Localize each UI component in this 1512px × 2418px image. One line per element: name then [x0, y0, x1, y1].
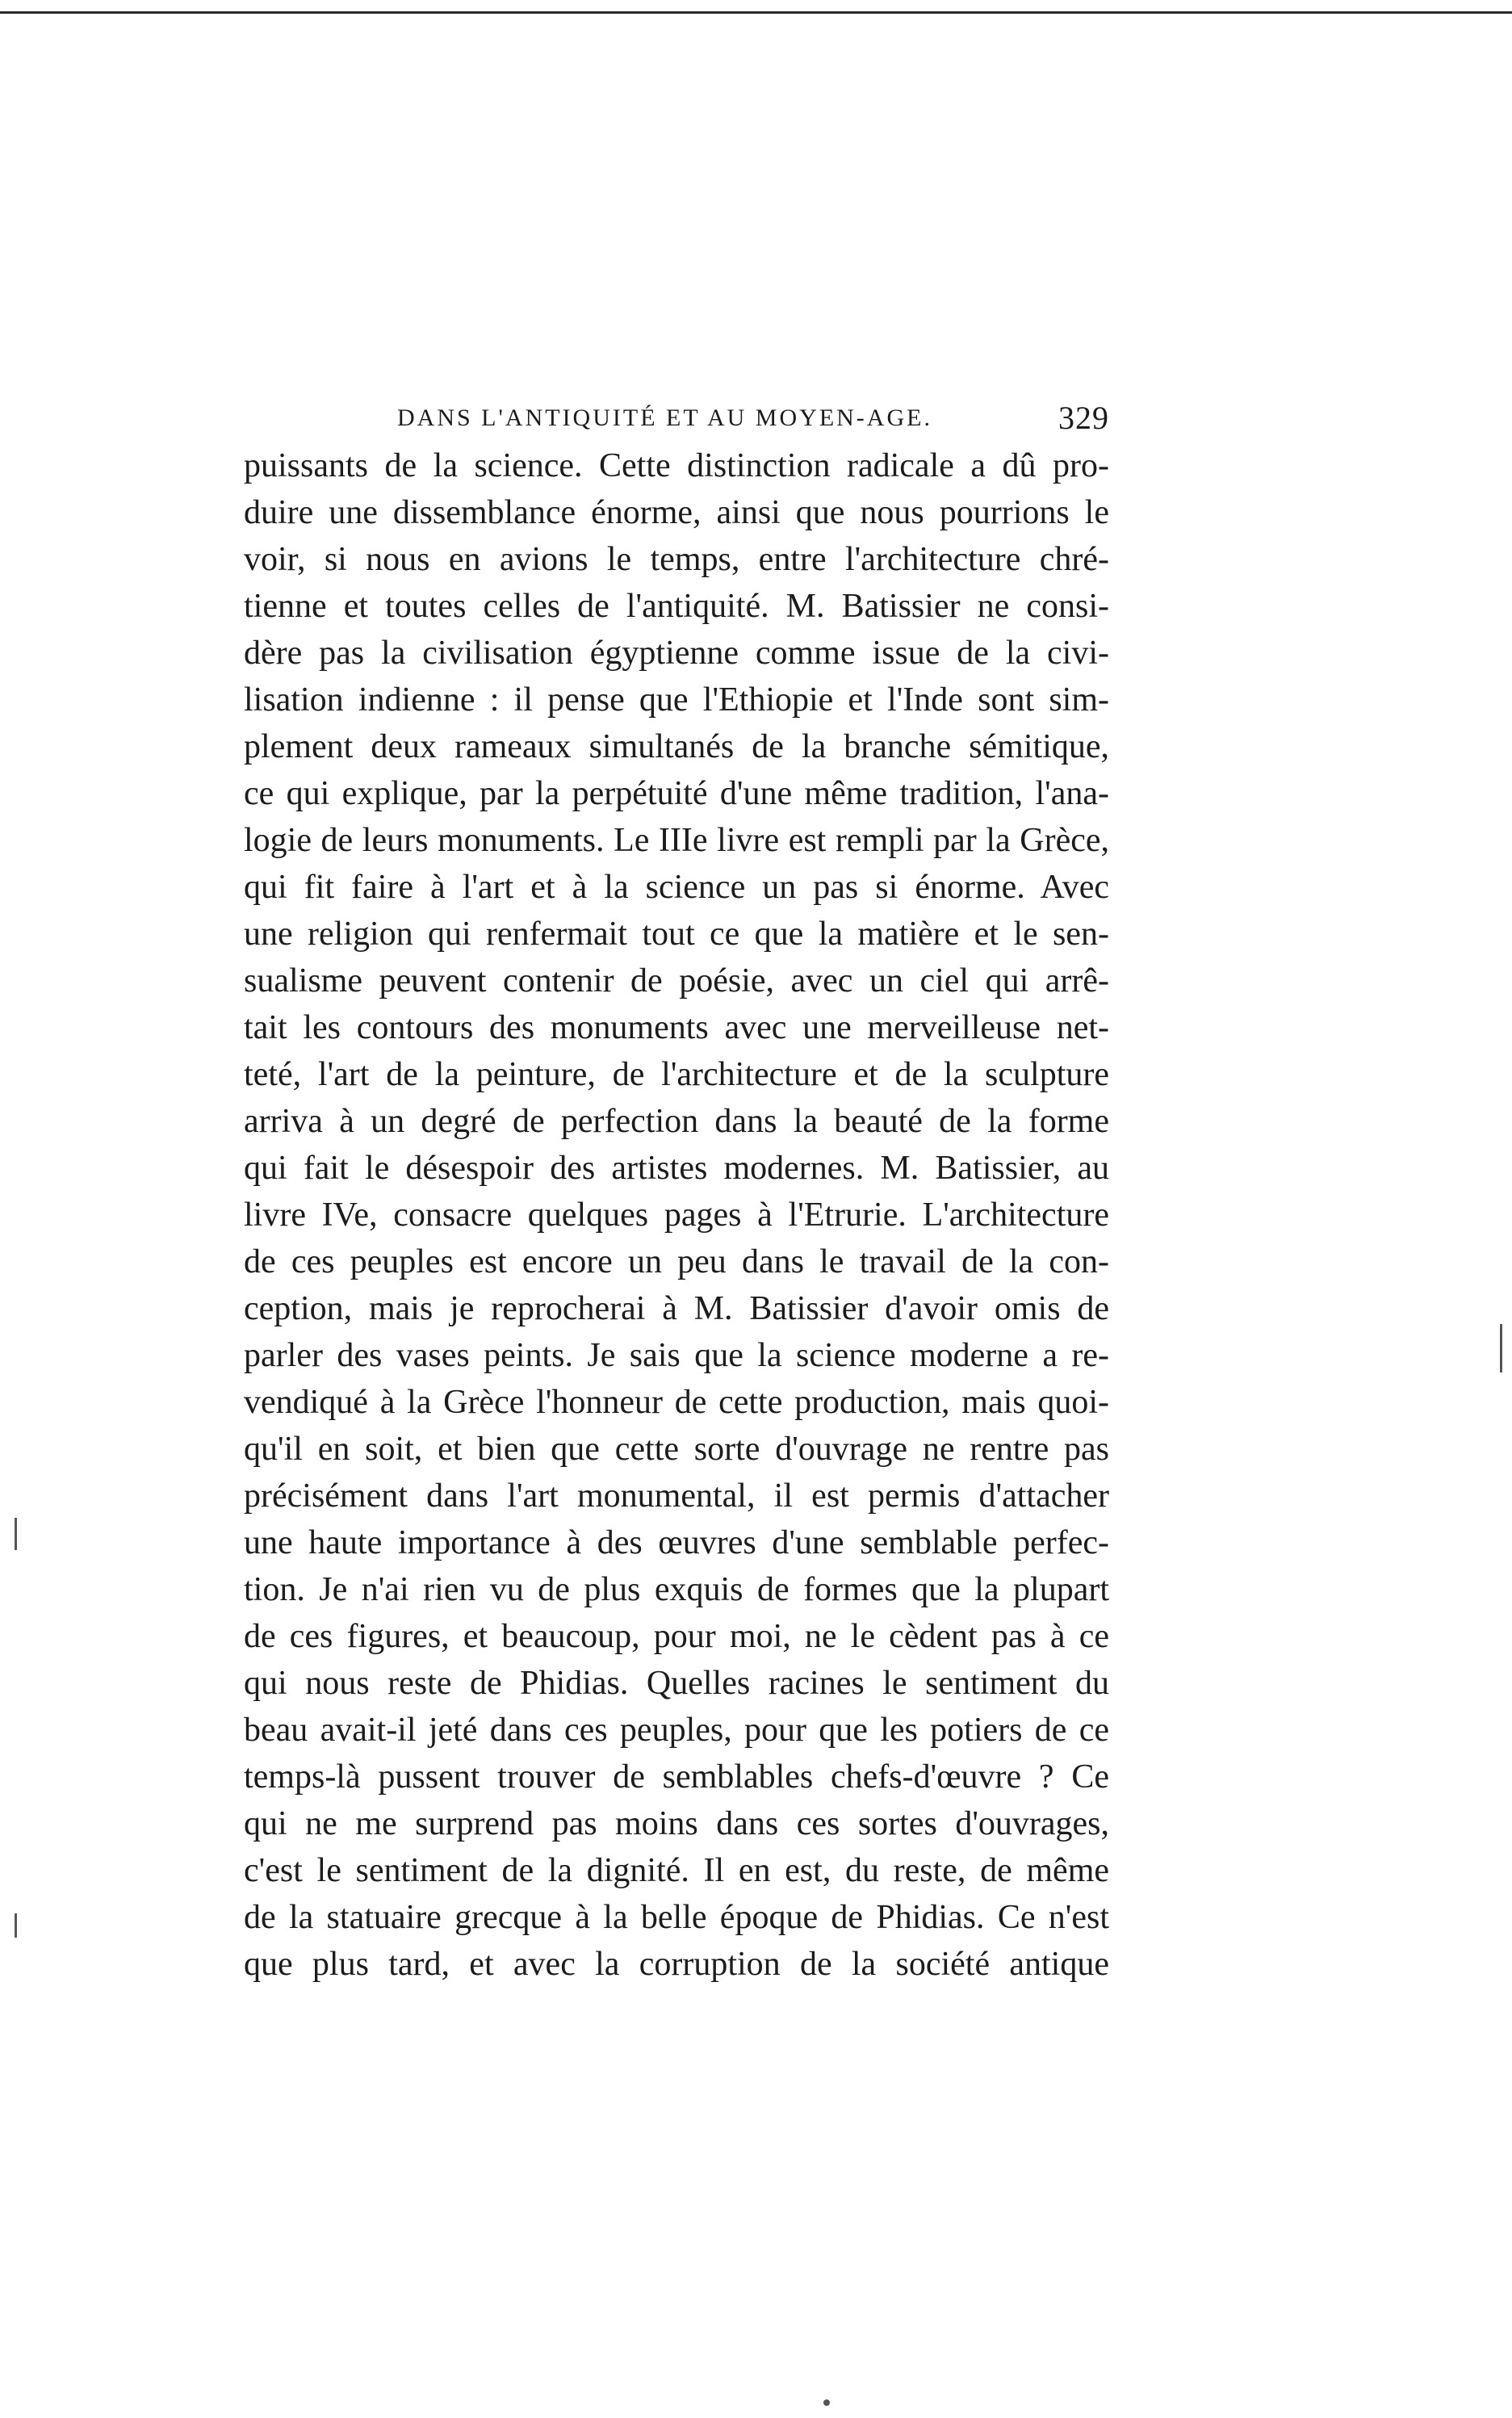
text-line: c'est le sentiment de la dignité. Il en est, du reste, de même [244, 1852, 1109, 1889]
text-line: sualisme peuvent contenir de poésie, avec un ciel qui arrê- [244, 962, 1109, 999]
text-line: teté, l'art de la peinture, de l'architecture et de la sculpture [244, 1056, 1109, 1093]
text-line: qui ne me surprend pas moins dans ces sortes d'ouvrages, [244, 1805, 1109, 1842]
text-line: ception, mais je reprocherai à M. Batissier d'avoir omis de [244, 1290, 1109, 1327]
text-line: de la statuaire grecque à la belle époque de Phidias. Ce n'est [244, 1899, 1109, 1936]
text-line: temps-là pussent trouver de semblables chefs-d'œuvre ? Ce [244, 1758, 1109, 1796]
text-line: arriva à un degré de perfection dans la beauté de la forme [244, 1103, 1109, 1140]
text-line: de ces peuples est encore un peu dans le travail de la con- [244, 1243, 1109, 1280]
text-line: duire une dissemblance énorme, ainsi que nous pourrions le [244, 494, 1109, 531]
text-line: qui nous reste de Phidias. Quelles racines le sentiment du [244, 1665, 1109, 1702]
text-line: de ces figures, et beaucoup, pour moi, ne le cèdent pas à ce [244, 1618, 1109, 1655]
text-line: qu'il en soit, et bien que cette sorte d'ouvrage ne rentre pas [244, 1431, 1109, 1468]
text-line: une haute importance à des œuvres d'une semblable perfec- [244, 1524, 1109, 1561]
margin-scan-mark [1500, 1324, 1502, 1372]
margin-scan-mark [823, 2399, 830, 2406]
text-line: une religion qui renfermait tout ce que la matière et le sen- [244, 916, 1109, 953]
text-line: dère pas la civilisation égyptienne comme issue de la civi- [244, 635, 1109, 672]
text-line: tion. Je n'ai rien vu de plus exquis de formes que la plupart [244, 1571, 1109, 1608]
text-line: tienne et toutes celles de l'antiquité. M. Batissier ne consi- [244, 588, 1109, 625]
text-line: précisément dans l'art monumental, il est permis d'attacher [244, 1477, 1109, 1515]
text-line: tait les contours des monuments avec une merveilleuse net- [244, 1009, 1109, 1046]
body-text [244, 442, 1109, 1988]
text-line: vendiqué à la Grèce l'honneur de cette production, mais quoi- [244, 1384, 1109, 1421]
text-line: livre IVe, consacre quelques pages à l'Etrurie. L'architecture [244, 1196, 1109, 1234]
margin-scan-mark [15, 1913, 17, 1938]
page-number: 329 [1058, 400, 1109, 436]
book-page [244, 394, 1109, 1988]
text-line: lisation indienne : il pense que l'Ethiopie et l'Inde sont sim- [244, 681, 1109, 719]
text-line: logie de leurs monuments. Le IIIe livre est rempli par la Grèce, [244, 822, 1109, 859]
text-line: beau avait-il jeté dans ces peuples, pour que les potiers de ce [244, 1712, 1109, 1749]
text-line: ce qui explique, par la perpétuité d'une même tradition, l'ana- [244, 775, 1109, 812]
running-title: DANS L'ANTIQUITÉ ET AU MOYEN-AGE. [397, 404, 932, 431]
text-line: qui fait le désespoir des artistes modernes. M. Batissier, au [244, 1150, 1109, 1187]
text-line: plement deux rameaux simultanés de la branche sémitique, [244, 728, 1109, 765]
text-line: que plus tard, et avec la corruption de la société antique [244, 1946, 1109, 1983]
margin-scan-mark [15, 1518, 17, 1550]
running-head [244, 394, 1109, 442]
text-line: qui fit faire à l'art et à la science un pas si énorme. Avec [244, 869, 1109, 906]
text-line: parler des vases peints. Je sais que la science moderne a re- [244, 1337, 1109, 1374]
text-line: voir, si nous en avions le temps, entre l'architecture chré- [244, 541, 1109, 578]
top-edge-rule [0, 11, 1512, 14]
text-line: puissants de la science. Cette distinction radicale a dû pro- [244, 447, 1109, 484]
